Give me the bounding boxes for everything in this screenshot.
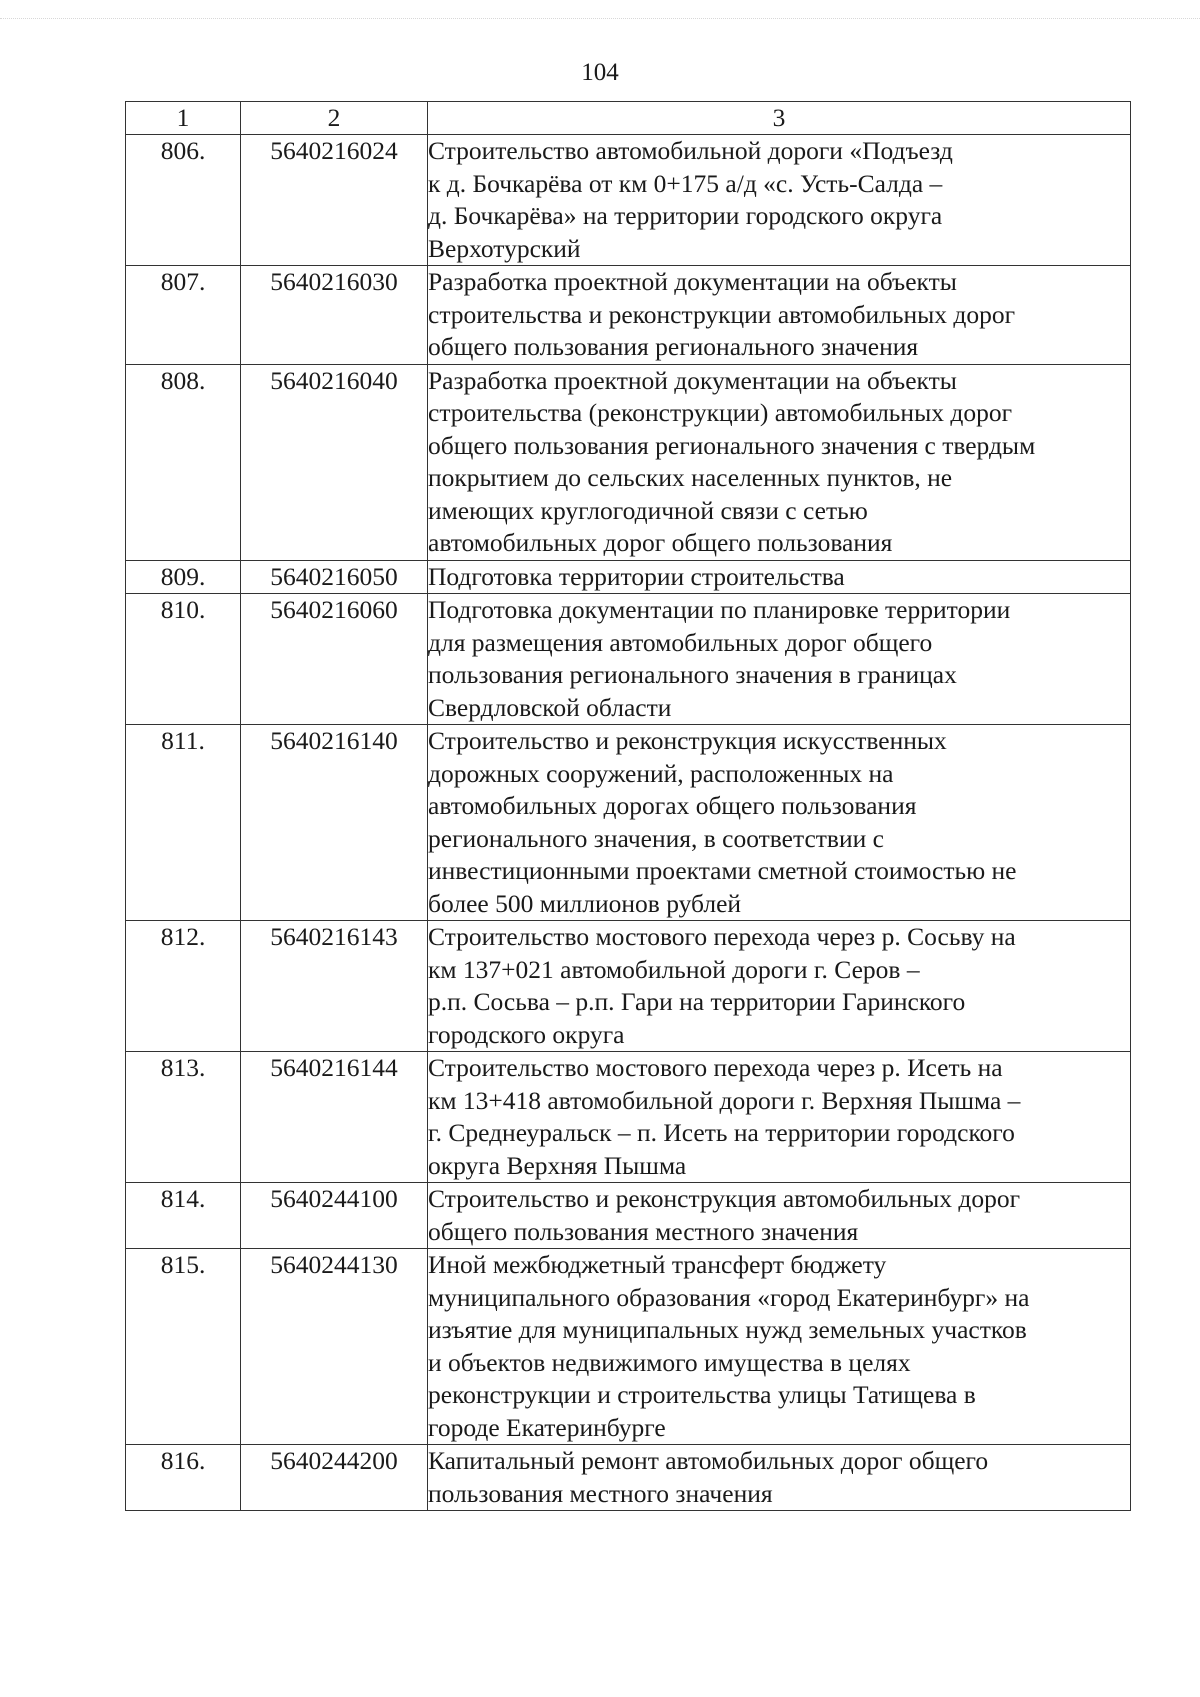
article-description xyxy=(428,1249,1131,1445)
target-article-code: 5640244130 xyxy=(241,1249,428,1445)
column-header-1: 1 xyxy=(126,102,241,135)
target-article-code: 5640216040 xyxy=(241,364,428,560)
description-line: пользования местного значения xyxy=(428,1478,773,1508)
description-line: муниципального образования «город Екатеринбург» на xyxy=(428,1282,1030,1312)
description-line: г. Среднеуральск – п. Исеть на территории городского xyxy=(428,1118,1015,1147)
article-description xyxy=(428,1183,1131,1249)
description-line: Строительство автомобильной дороги «Подъезд xyxy=(428,136,953,165)
article-description xyxy=(428,266,1131,365)
table-row xyxy=(126,1445,1131,1511)
description-line: Строительство и реконструкция искусственных xyxy=(428,726,947,755)
page-number: 104 xyxy=(581,59,619,86)
description-line: Иной межбюджетный трансферт бюджету xyxy=(428,1250,887,1279)
table-row xyxy=(126,1183,1131,1249)
column-header-2: 2 xyxy=(241,102,428,135)
table-row xyxy=(126,364,1131,560)
table-row xyxy=(126,266,1131,365)
row-number: 809. xyxy=(126,560,241,594)
article-description xyxy=(428,1052,1131,1183)
target-article-code: 5640216144 xyxy=(241,1052,428,1183)
column-header-3: 3 xyxy=(428,102,1131,135)
description-line: общего пользования регионального значения xyxy=(428,332,919,361)
table-row xyxy=(126,594,1131,725)
table-row xyxy=(126,921,1131,1052)
description-line: д. Бочкарёва» на территории городского округа xyxy=(428,201,943,230)
table-row xyxy=(126,560,1131,594)
table-row xyxy=(126,725,1131,921)
row-number: 814. xyxy=(126,1183,241,1249)
target-article-code: 5640216024 xyxy=(241,135,428,266)
description-line: Свердловской области xyxy=(428,692,672,722)
description-line: изъятие для муниципальных нужд земельных участков xyxy=(428,1315,1027,1344)
description-line: городского округа xyxy=(428,1019,625,1049)
description-line: Верхотурский xyxy=(428,233,581,263)
target-article-code: 5640216140 xyxy=(241,725,428,921)
description-line: строительства (реконструкции) автомобильных дорог xyxy=(428,398,1013,427)
article-description xyxy=(428,1445,1131,1511)
description-line: Строительство мостового перехода через р. Сосьву на xyxy=(428,922,1016,951)
description-line: инвестиционными проектами сметной стоимостью не xyxy=(428,856,1017,885)
row-number: 807. xyxy=(126,266,241,365)
description-line: Строительство мостового перехода через р. Исеть на xyxy=(428,1053,1003,1082)
article-description xyxy=(428,725,1131,921)
description-line: и объектов недвижимого имущества в целях xyxy=(428,1347,911,1377)
description-line: покрытием до сельских населенных пунктов, не xyxy=(428,463,953,492)
article-description xyxy=(428,364,1131,560)
description-line: Капитальный ремонт автомобильных дорог общего xyxy=(428,1446,989,1475)
description-line: пользования регионального значения в границах xyxy=(428,660,957,689)
article-description xyxy=(428,594,1131,725)
table-row xyxy=(126,135,1131,266)
target-article-code: 5640216030 xyxy=(241,266,428,365)
description-line: дорожных сооружений, расположенных на xyxy=(428,758,894,788)
description-line: Подготовка территории строительства xyxy=(428,561,845,591)
row-number: 810. xyxy=(126,594,241,725)
description-line: км 137+021 автомобильной дороги г. Серов – xyxy=(428,954,920,984)
description-line: автомобильных дорогах общего пользования xyxy=(428,791,917,820)
description-line: к д. Бочкарёва от км 0+175 а/д «с. Усть-Салда – xyxy=(428,168,943,198)
description-line: регионального значения, в соответствии с xyxy=(428,823,884,853)
target-article-code: 5640216050 xyxy=(241,560,428,594)
description-line: округа Верхняя Пышма xyxy=(428,1150,687,1180)
table-row xyxy=(126,1052,1131,1183)
row-number: 816. xyxy=(126,1445,241,1511)
table-row xyxy=(126,1249,1131,1445)
description-line: имеющих круглогодичной связи с сетью xyxy=(428,495,868,525)
description-line: общего пользования местного значения xyxy=(428,1216,859,1246)
article-description xyxy=(428,560,1131,594)
description-line: более 500 миллионов рублей xyxy=(428,888,742,918)
article-description xyxy=(428,135,1131,266)
row-number: 815. xyxy=(126,1249,241,1445)
table-header-row xyxy=(126,102,1131,135)
description-line: Разработка проектной документации на объекты xyxy=(428,267,957,296)
table-body xyxy=(126,135,1131,1511)
description-line: реконструкции и строительства улицы Татищева в xyxy=(428,1380,976,1409)
row-number: 812. xyxy=(126,921,241,1052)
description-line: Подготовка документации по планировке территории xyxy=(428,595,1011,624)
target-article-code: 5640216060 xyxy=(241,594,428,725)
description-line: строительства и реконструкции автомобильных дорог xyxy=(428,299,1016,329)
target-article-code: 5640244200 xyxy=(241,1445,428,1511)
description-line: городе Екатеринбурге xyxy=(428,1412,666,1442)
description-line: Строительство и реконструкция автомобильных дорог xyxy=(428,1184,1021,1213)
row-number: 806. xyxy=(126,135,241,266)
target-article-code: 5640216143 xyxy=(241,921,428,1052)
row-number: 811. xyxy=(126,725,241,921)
description-line: Разработка проектной документации на объекты xyxy=(428,365,957,395)
description-line: км 13+418 автомобильной дороги г. Верхняя Пышма – xyxy=(428,1085,1021,1115)
description-line: для размещения автомобильных дорог общего xyxy=(428,627,933,657)
row-number: 808. xyxy=(126,364,241,560)
description-line: р.п. Сосьва – р.п. Гари на территории Гаринского xyxy=(428,987,966,1016)
row-number: 813. xyxy=(126,1052,241,1183)
target-article-code: 5640244100 xyxy=(241,1183,428,1249)
description-line: общего пользования регионального значения с твердым xyxy=(428,430,1036,460)
scan-edge-dots xyxy=(0,18,1200,19)
description-line: автомобильных дорог общего пользования xyxy=(428,528,893,557)
article-description xyxy=(428,921,1131,1052)
budget-classification-table xyxy=(125,101,1131,1511)
